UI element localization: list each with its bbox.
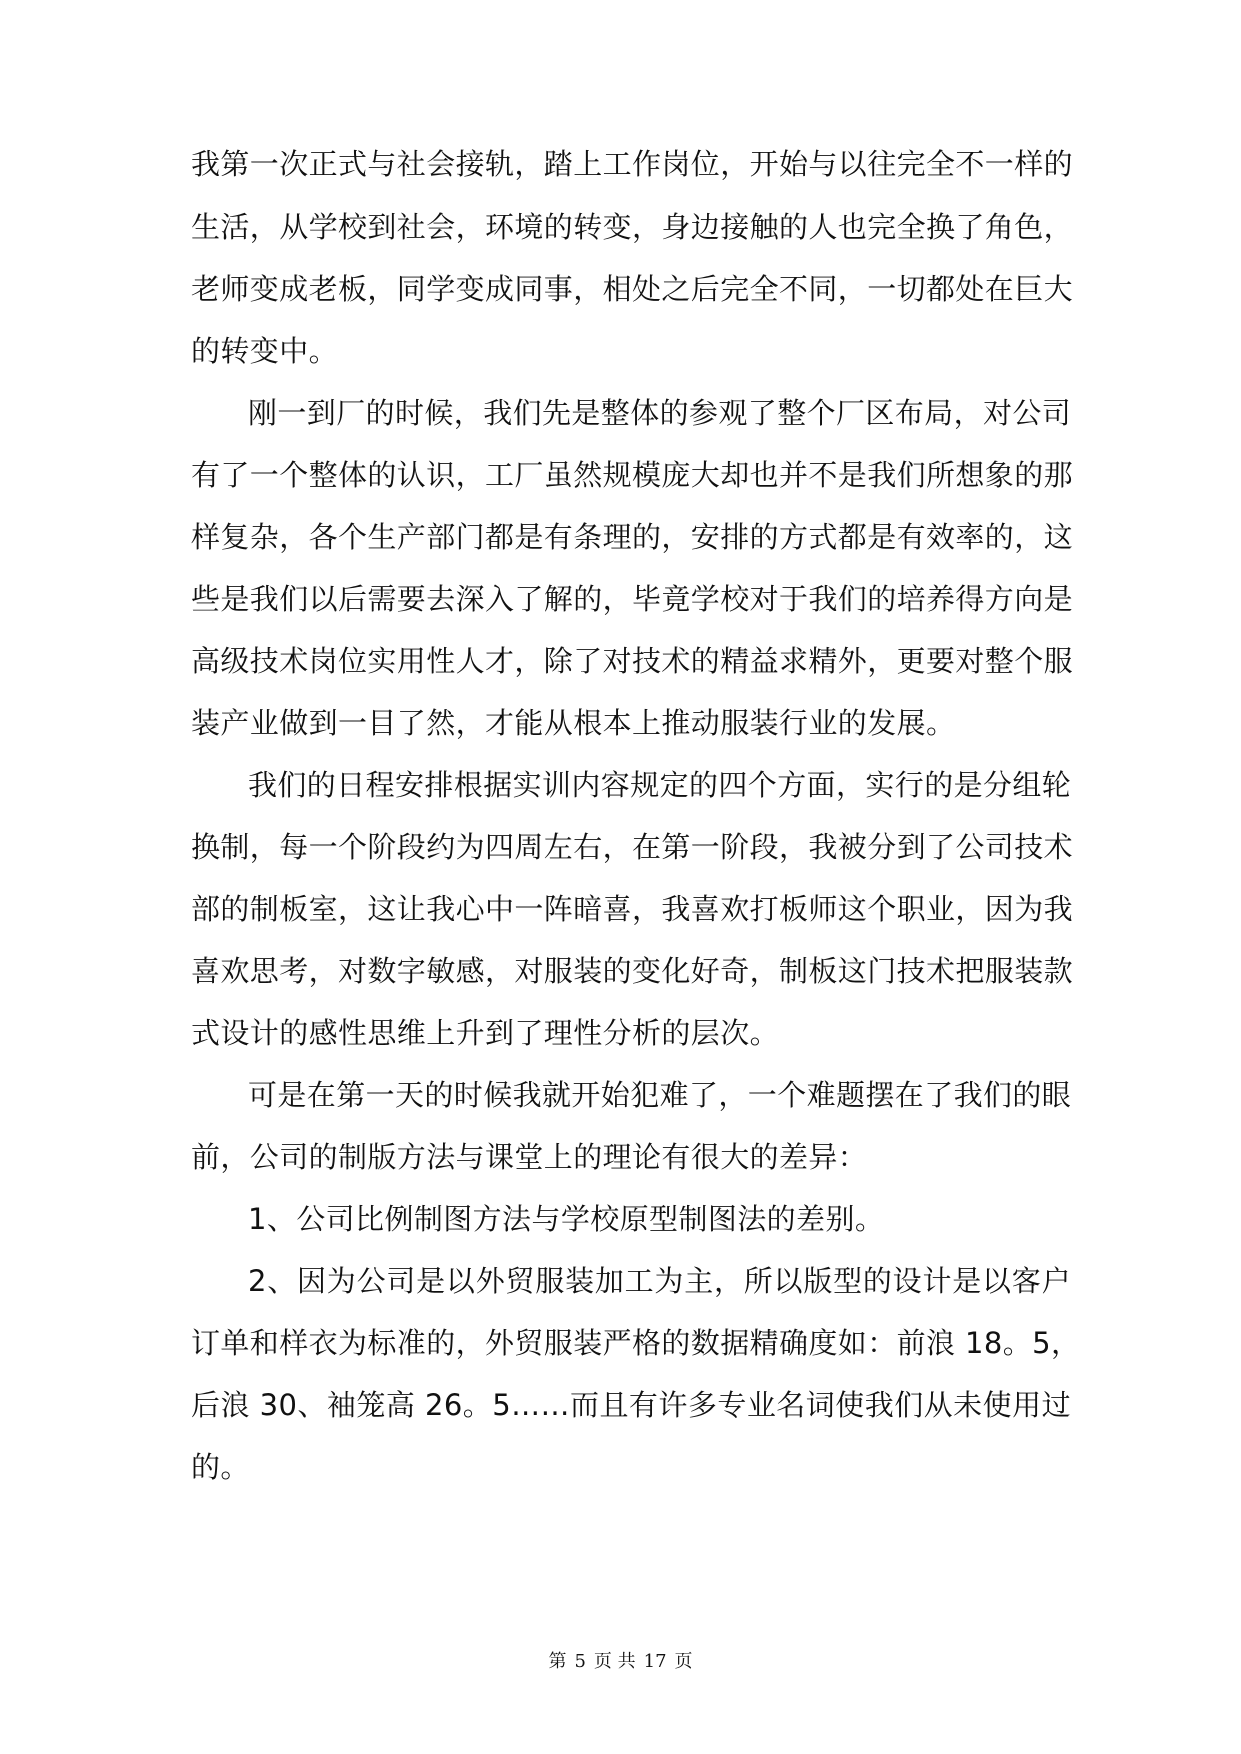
text-line: 换制，每一个阶段约为四周左右，在第一阶段，我被分到了公司技术 [191,830,1074,864]
footer-label-of: 页 共 [593,1651,636,1672]
text-line: 装产业做到一目了然，才能从根本上推动服装行业的发展。 [191,706,956,740]
text-line: 的转变中。 [191,334,339,368]
footer-label-end: 页 [674,1651,693,1672]
text-line: 生活，从学校到社会，环境的转变，身边接触的人也完全换了角色， [191,210,1074,244]
text-line: 式设计的感性思维上升到了理性分析的层次。 [191,1016,780,1050]
text-line: 部的制板室，这让我心中一阵暗喜，我喜欢打板师这个职业，因为我 [191,892,1074,926]
text-line: 我第一次正式与社会接轨，踏上工作岗位，开始与以往完全不一样的 [191,147,1074,181]
text-line: 些是我们以后需要去深入了解的，毕竟学校对于我们的培养得方向是 [191,582,1074,616]
text-line: 喜欢思考，对数字敏感，对服装的变化好奇，制板这门技术把服装款 [191,954,1074,988]
text-line: 前，公司的制版方法与课堂上的理论有很大的差异： [191,1140,868,1174]
text-line: 样复杂，各个生产部门都是有条理的，安排的方式都是有效率的，这 [191,520,1074,554]
page-footer [0,1650,1241,1674]
text-line: 有了一个整体的认识，工厂虽然规模庞大却也并不是我们所想象的那 [191,458,1074,492]
text-line: 订单和样衣为标准的，外贸服装严格的数据精确度如：前浪 18。5， [191,1326,1081,1360]
text-line: 后浪 30、袖笼高 26。5……而且有许多专业名词使我们从未使用过 [191,1388,1071,1422]
paragraph-first-line: 刚一到厂的时候，我们先是整体的参观了整个厂区布局，对公司 [248,396,1072,430]
list-item: 2、因为公司是以外贸服装加工为主，所以版型的设计是以客户 [248,1264,1071,1298]
text-line: 的。 [191,1450,250,1484]
text-line: 老师变成老板，同学变成同事，相处之后完全不同，一切都处在巨大 [191,272,1074,306]
paragraph-first-line: 我们的日程安排根据实训内容规定的四个方面，实行的是分组轮 [248,768,1072,802]
current-page-number: 5 [574,1651,586,1672]
total-pages-number: 17 [643,1651,667,1672]
paragraph-first-line: 可是在第一天的时候我就开始犯难了，一个难题摆在了我们的眼 [248,1078,1072,1112]
text-line: 高级技术岗位实用性人才，除了对技术的精益求精外，更要对整个服 [191,644,1074,678]
footer-label-page: 第 [548,1651,567,1672]
list-item: 1、公司比例制图方法与学校原型制图法的差别。 [248,1202,885,1236]
